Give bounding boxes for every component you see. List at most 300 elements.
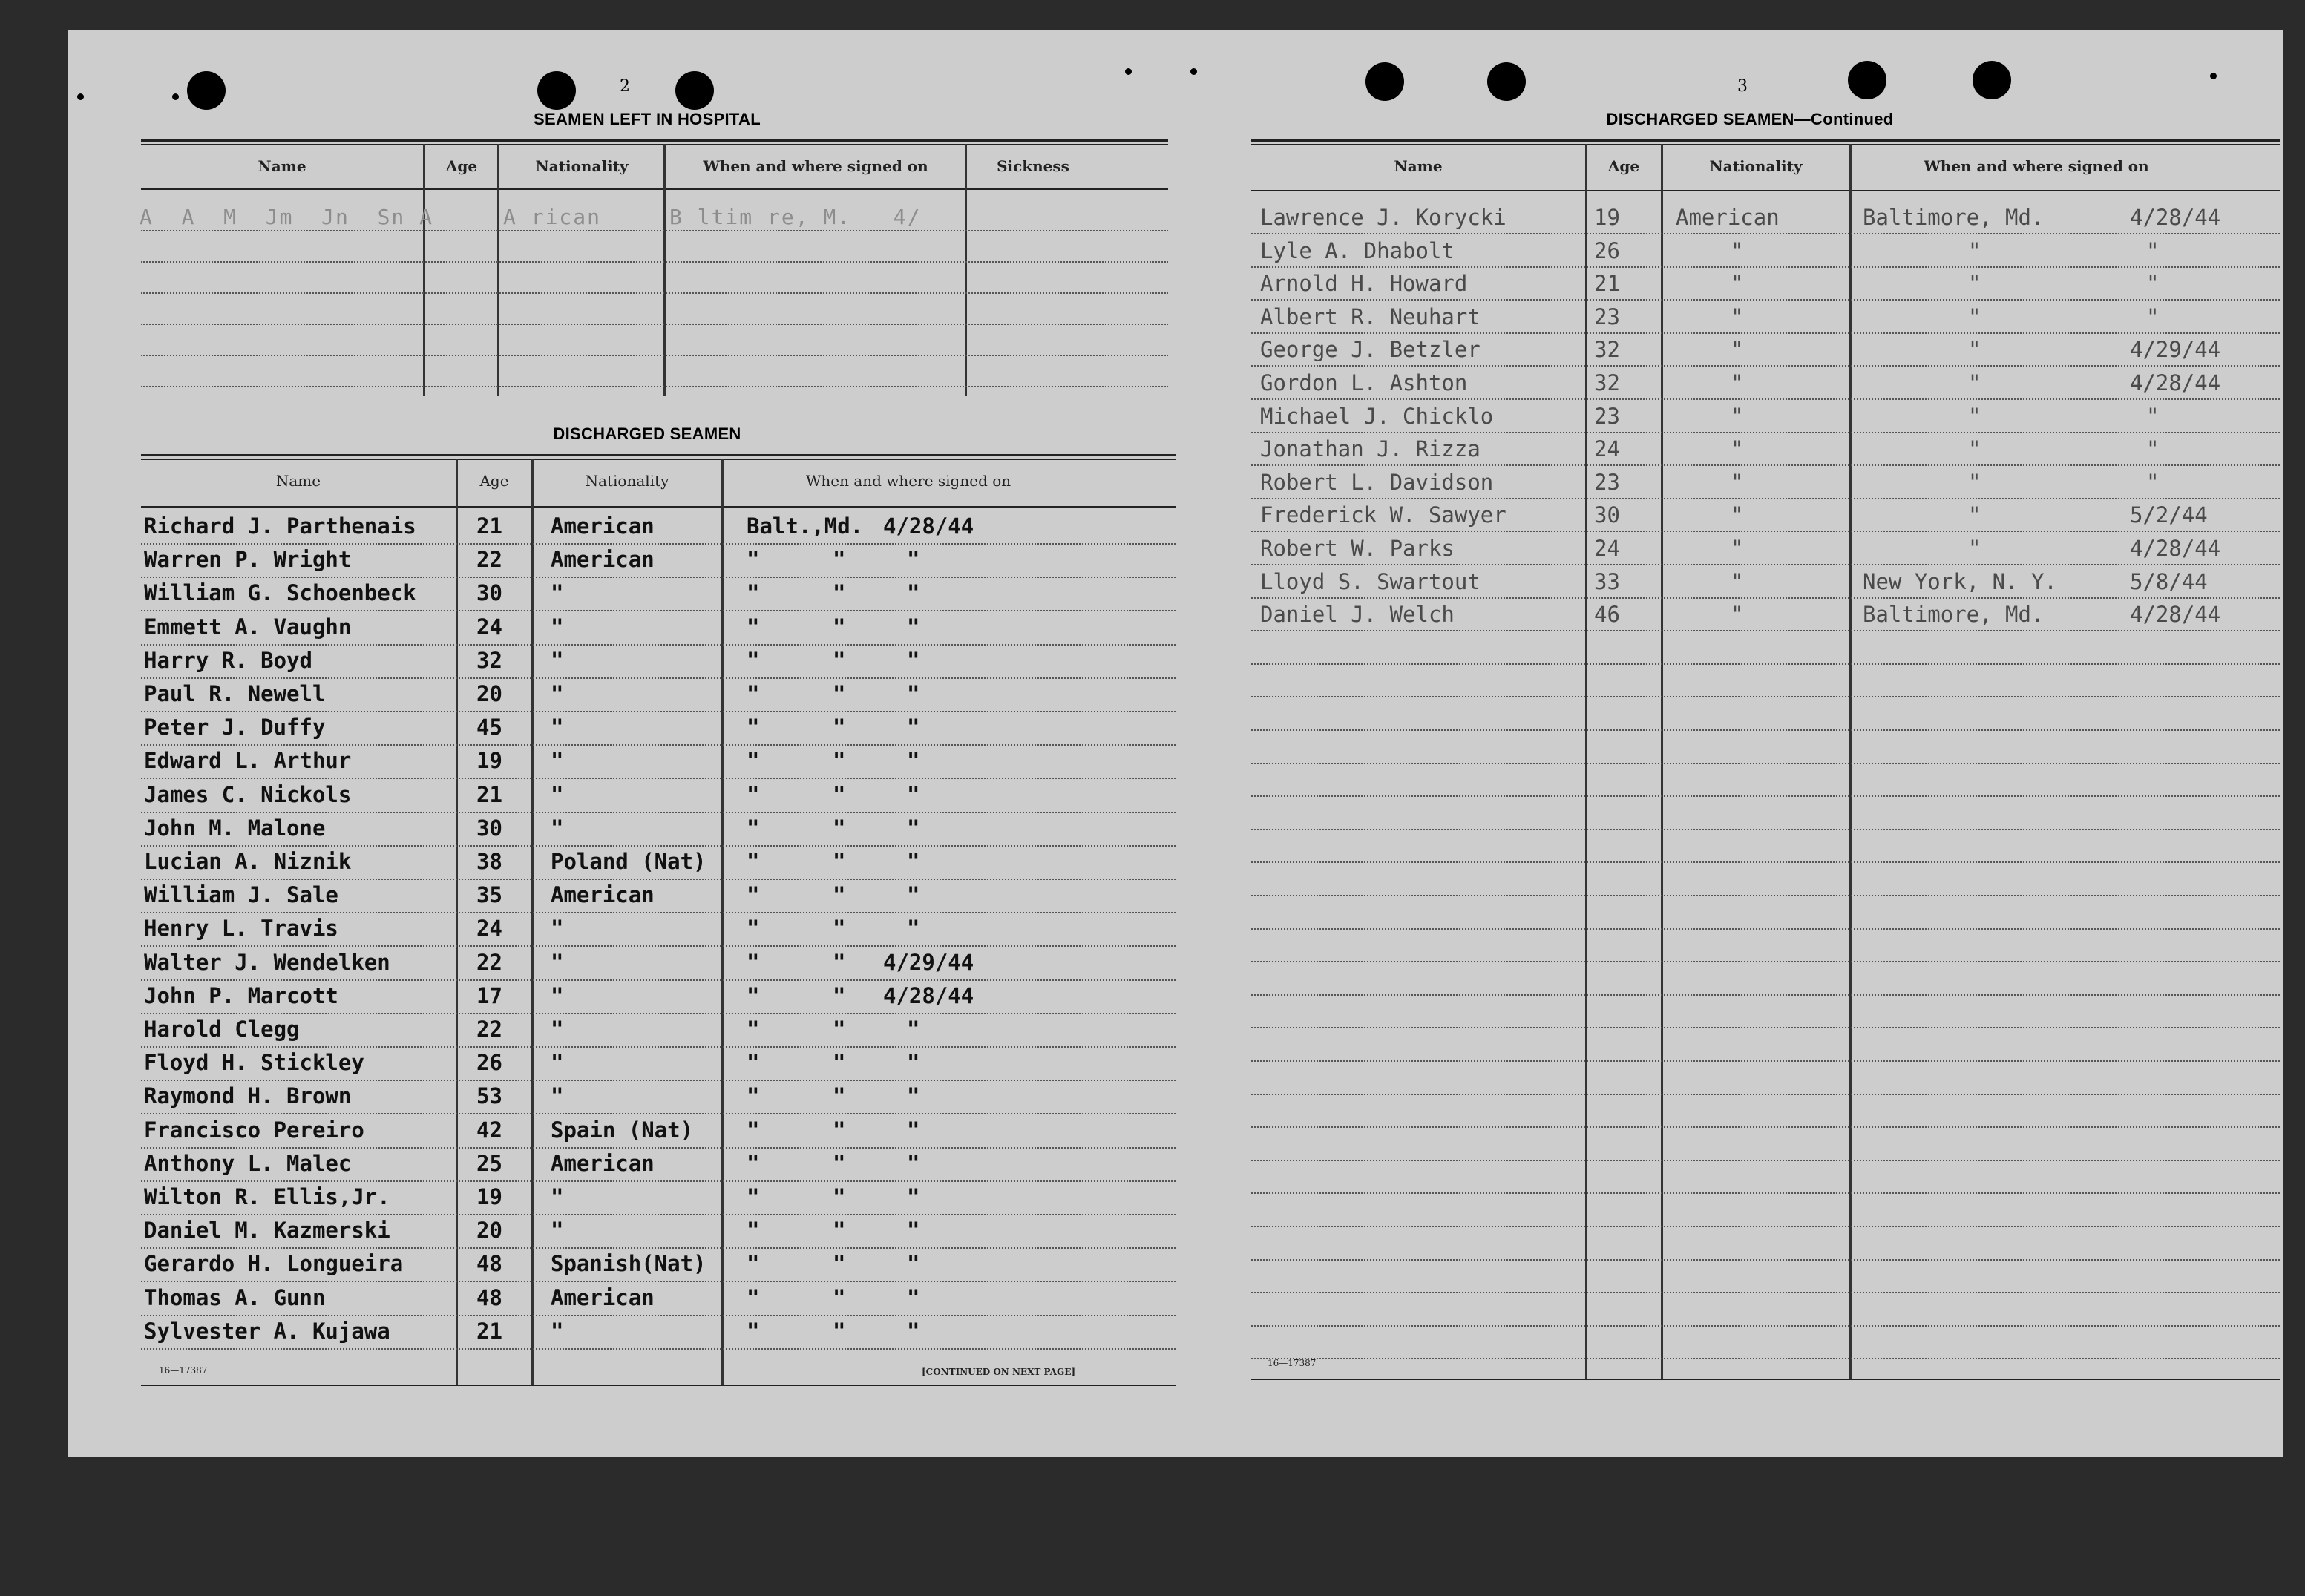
seaman-nationality: "	[551, 1083, 564, 1109]
signed-on-place: "	[747, 782, 760, 807]
seaman-name: Peter J. Duffy	[144, 715, 326, 740]
seaman-age: 21	[476, 1318, 502, 1344]
signed-on-date: "	[907, 1083, 920, 1109]
seaman-age: 45	[476, 715, 502, 740]
seaman-name: Gordon L. Ashton	[1260, 370, 1468, 395]
signed-on-date: 4/28/44	[2130, 602, 2221, 627]
signed-on-ditto: "	[833, 1117, 846, 1143]
punch-hole	[1848, 61, 1886, 99]
row-rule	[141, 1013, 1176, 1014]
signed-on-place: "	[747, 1318, 760, 1344]
signed-on-place: "	[747, 580, 760, 605]
signed-on-place: "	[747, 748, 760, 773]
row-rule	[141, 1247, 1176, 1249]
signed-on-date: 5/8/44	[2130, 569, 2208, 594]
row-rule	[1251, 233, 2280, 234]
seaman-name: Edward L. Arthur	[144, 748, 352, 773]
row-rule	[1251, 1325, 2280, 1327]
punch-hole	[187, 71, 226, 110]
col-header-nationality: Nationality	[535, 157, 629, 175]
seaman-nationality: "	[1731, 602, 1744, 627]
seaman-name: Daniel M. Kazmerski	[144, 1218, 390, 1243]
signed-on-place: "	[747, 1184, 760, 1209]
signed-on-date: "	[2146, 238, 2160, 263]
seaman-age: 21	[1594, 271, 1620, 296]
signed-on-ditto: "	[833, 983, 846, 1008]
row-rule	[1251, 398, 2280, 400]
signed-on-ditto: "	[833, 1218, 846, 1243]
row-rule	[141, 610, 1176, 611]
seaman-nationality: American	[551, 547, 655, 572]
punch-hole	[675, 71, 714, 110]
signed-on-date: "	[907, 1017, 920, 1042]
col-header-name: Name	[275, 472, 321, 490]
seaman-name: Anthony L. Malec	[144, 1151, 352, 1176]
row-rule	[141, 1180, 1176, 1182]
row-rule	[1251, 266, 2280, 268]
punch-hole	[1487, 62, 1526, 101]
row-rule	[1251, 1060, 2280, 1062]
row-rule	[141, 945, 1176, 947]
signed-on-ditto: "	[833, 950, 846, 975]
seaman-nationality: "	[551, 1318, 564, 1344]
row-rule	[141, 711, 1176, 712]
seaman-name: Lawrence J. Korycki	[1260, 205, 1506, 230]
seaman-age: 33	[1594, 569, 1620, 594]
row-rule	[1251, 861, 2280, 863]
seaman-age: 24	[1594, 436, 1620, 462]
seaman-age: 46	[1594, 602, 1620, 627]
row-rule	[141, 812, 1176, 813]
row-rule	[141, 1113, 1176, 1114]
signed-on-date: "	[907, 580, 920, 605]
row-rule	[1251, 1094, 2280, 1095]
signed-on-place: "	[747, 1083, 760, 1109]
signed-on-date: "	[907, 1050, 920, 1075]
seaman-age: 53	[476, 1083, 502, 1109]
seaman-nationality: "	[551, 715, 564, 740]
row-rule	[1251, 498, 2280, 499]
seaman-age: 30	[476, 815, 502, 841]
document-page	[68, 30, 2283, 1457]
seaman-nationality: "	[551, 648, 564, 673]
seaman-age: 24	[1594, 536, 1620, 561]
row-rule	[1251, 928, 2280, 930]
signed-on-place: "	[1968, 502, 1981, 528]
seaman-age: 26	[1594, 238, 1620, 263]
row-rule	[1251, 961, 2280, 962]
seaman-name: Robert L. Davidson	[1260, 470, 1494, 495]
seaman-age: 20	[476, 681, 502, 706]
col-header-nationality: Nationality	[1709, 157, 1803, 175]
col-header-age: Age	[445, 157, 478, 175]
signed-on-place: "	[1968, 304, 1981, 329]
col-header-nationality: Nationality	[585, 472, 669, 490]
row-rule	[1251, 1027, 2280, 1028]
row-rule	[141, 543, 1176, 545]
seaman-age: 21	[476, 513, 502, 539]
signed-on-place: "	[1968, 337, 1981, 362]
col-header-age: Age	[479, 472, 509, 490]
signed-on-place: "	[1968, 370, 1981, 395]
continued-note: [CONTINUED ON NEXT PAGE]	[922, 1367, 1076, 1377]
seaman-age: 48	[476, 1285, 502, 1310]
seaman-nationality: "	[551, 950, 564, 975]
signed-on-place: Baltimore, Md.	[1863, 602, 2045, 627]
seaman-name: Henry L. Travis	[144, 916, 338, 941]
row-rule	[141, 744, 1176, 746]
signed-on-date: 5/2/44	[2130, 502, 2208, 528]
signed-on-place: "	[747, 1251, 760, 1276]
signed-on-ditto: "	[833, 916, 846, 941]
row-rule	[1251, 763, 2280, 764]
seaman-age: 23	[1594, 470, 1620, 495]
seaman-age: 30	[476, 580, 502, 605]
signed-on-place: "	[747, 1218, 760, 1243]
row-rule	[1251, 531, 2280, 532]
seaman-age: 32	[1594, 337, 1620, 362]
row-rule	[141, 577, 1176, 578]
seaman-nationality: "	[1731, 404, 1744, 429]
erased-entry: A A M Jm Jn Sn A	[140, 205, 434, 229]
col-header-signed-on: When and where signed on	[1924, 157, 2149, 175]
seaman-age: 24	[476, 614, 502, 640]
seaman-age: 20	[476, 1218, 502, 1243]
seaman-nationality: "	[551, 916, 564, 941]
signed-on-place: "	[747, 715, 760, 740]
signed-on-place: "	[747, 1017, 760, 1042]
signed-on-date: "	[907, 1151, 920, 1176]
seaman-name: Walter J. Wendelken	[144, 950, 390, 975]
signed-on-date: "	[907, 1218, 920, 1243]
signed-on-ditto: "	[833, 849, 846, 874]
punch-hole	[537, 71, 576, 110]
page-number: 2	[620, 77, 630, 96]
row-rule	[1251, 1160, 2280, 1161]
col-header-sickness: Sickness	[997, 157, 1069, 175]
signed-on-place: "	[1968, 536, 1981, 561]
signed-on-ditto: "	[833, 547, 846, 572]
seaman-name: Lloyd S. Swartout	[1260, 569, 1481, 594]
signed-on-ditto: "	[833, 1050, 846, 1075]
seaman-age: 35	[476, 882, 502, 907]
row-rule	[141, 1315, 1176, 1316]
seaman-name: Daniel J. Welch	[1260, 602, 1455, 627]
signed-on-date: 4/28/44	[883, 983, 974, 1008]
signed-on-date: "	[907, 681, 920, 706]
seaman-age: 22	[476, 1017, 502, 1042]
punch-hole	[1973, 61, 2011, 99]
signed-on-place: "	[1968, 404, 1981, 429]
signed-on-place: "	[747, 815, 760, 841]
seaman-nationality: "	[1731, 337, 1744, 362]
signed-on-ditto: "	[833, 715, 846, 740]
signed-on-place: "	[747, 916, 760, 941]
row-rule	[141, 1348, 1176, 1350]
signed-on-date: "	[907, 1285, 920, 1310]
row-rule	[141, 1147, 1176, 1149]
signed-on-date: "	[907, 815, 920, 841]
seaman-nationality: American	[551, 1151, 655, 1176]
signed-on-date: "	[907, 882, 920, 907]
signed-on-date: "	[907, 547, 920, 572]
seaman-name: Frederick W. Sawyer	[1260, 502, 1506, 528]
seaman-name: William J. Sale	[144, 882, 338, 907]
seaman-name: Emmett A. Vaughn	[144, 614, 352, 640]
speck	[2210, 73, 2217, 79]
seaman-name: Gerardo H. Longueira	[144, 1251, 404, 1276]
signed-on-date: "	[907, 1184, 920, 1209]
seaman-name: Richard J. Parthenais	[144, 513, 416, 539]
seaman-nationality: "	[551, 580, 564, 605]
row-rule	[1251, 464, 2280, 466]
seaman-nationality: "	[1731, 502, 1744, 528]
seaman-nationality: "	[551, 815, 564, 841]
seaman-name: Sylvester A. Kujawa	[144, 1318, 390, 1344]
row-rule	[1251, 1226, 2280, 1227]
signed-on-date: "	[907, 1318, 920, 1344]
speck	[1125, 68, 1132, 75]
row-rule	[1251, 597, 2280, 599]
signed-on-date: "	[907, 614, 920, 640]
discharged-section-title: DISCHARGED SEAMEN	[553, 424, 741, 443]
speck	[1190, 68, 1197, 75]
seaman-nationality: "	[551, 1184, 564, 1209]
signed-on-date: "	[2146, 436, 2160, 462]
seaman-age: 22	[476, 547, 502, 572]
signed-on-place: "	[747, 1050, 760, 1075]
seaman-age: 19	[476, 1184, 502, 1209]
signed-on-date: "	[2146, 271, 2160, 296]
row-rule	[141, 879, 1176, 880]
seaman-nationality: "	[551, 1017, 564, 1042]
seaman-age: 25	[476, 1151, 502, 1176]
seaman-nationality: "	[1731, 304, 1744, 329]
signed-on-place: "	[747, 1285, 760, 1310]
signed-on-place: "	[747, 882, 760, 907]
seaman-name: Floyd H. Stickley	[144, 1050, 364, 1075]
seaman-name: George J. Betzler	[1260, 337, 1481, 362]
seaman-age: 23	[1594, 404, 1620, 429]
signed-on-ditto: "	[833, 580, 846, 605]
signed-on-ditto: "	[833, 681, 846, 706]
seaman-name: Paul R. Newell	[144, 681, 326, 706]
signed-on-place: "	[1968, 436, 1981, 462]
seaman-nationality: "	[1731, 569, 1744, 594]
seaman-age: 32	[1594, 370, 1620, 395]
erased-entry: B ltim re, M. 4/	[669, 205, 936, 229]
signed-on-date: 4/28/44	[2130, 536, 2221, 561]
speck	[77, 93, 84, 100]
col-header-age: Age	[1607, 157, 1640, 175]
seaman-nationality: Spain (Nat)	[551, 1117, 694, 1143]
seaman-name: James C. Nickols	[144, 782, 352, 807]
row-rule	[1251, 299, 2280, 301]
row-rule	[141, 778, 1176, 779]
signed-on-ditto: "	[833, 882, 846, 907]
col-header-signed-on: When and where signed on	[805, 472, 1011, 490]
signed-on-date: 4/28/44	[883, 513, 974, 539]
seaman-nationality: American	[551, 1285, 655, 1310]
row-rule	[1251, 696, 2280, 697]
row-rule	[1251, 1292, 2280, 1293]
seaman-name: Arnold H. Howard	[1260, 271, 1468, 296]
row-rule	[1251, 1192, 2280, 1194]
row-rule	[1251, 1358, 2280, 1359]
signed-on-ditto: "	[833, 1251, 846, 1276]
seaman-nationality: "	[1731, 238, 1744, 263]
signed-on-date: "	[907, 782, 920, 807]
seaman-nationality: American	[551, 513, 655, 539]
page-number: 3	[1737, 77, 1748, 96]
erased-entry: A rican	[503, 205, 602, 229]
signed-on-ditto: "	[833, 1285, 846, 1310]
signed-on-date: 4/28/44	[2130, 205, 2221, 230]
row-rule	[141, 1214, 1176, 1215]
seaman-name: Warren P. Wright	[144, 547, 352, 572]
col-header-name: Name	[258, 157, 306, 175]
seaman-age: 19	[1594, 205, 1620, 230]
signed-on-ditto: "	[833, 748, 846, 773]
seaman-nationality: "	[1731, 370, 1744, 395]
seaman-age: 38	[476, 849, 502, 874]
signed-on-place: "	[747, 648, 760, 673]
row-rule	[141, 1281, 1176, 1282]
signed-on-date: "	[907, 849, 920, 874]
signed-on-place: Baltimore, Md.	[1863, 205, 2045, 230]
signed-on-date: "	[907, 715, 920, 740]
signed-on-place: "	[747, 1151, 760, 1176]
signed-on-ditto: "	[833, 614, 846, 640]
seaman-nationality: "	[1731, 271, 1744, 296]
signed-on-place: "	[747, 1117, 760, 1143]
row-rule	[1251, 1259, 2280, 1261]
row-rule	[141, 677, 1176, 679]
form-number: 16—17387	[1268, 1358, 1317, 1368]
signed-on-date: 4/28/44	[2130, 370, 2221, 395]
seaman-nationality: "	[551, 1050, 564, 1075]
seaman-age: 23	[1594, 304, 1620, 329]
row-rule	[1251, 630, 2280, 631]
signed-on-ditto: "	[833, 648, 846, 673]
seaman-name: Michael J. Chicklo	[1260, 404, 1494, 429]
seaman-name: Francisco Pereiro	[144, 1117, 364, 1143]
row-rule	[141, 845, 1176, 847]
signed-on-place: "	[747, 983, 760, 1008]
punch-hole	[1365, 62, 1404, 101]
seaman-name: Raymond H. Brown	[144, 1083, 352, 1109]
seaman-nationality: "	[551, 782, 564, 807]
seaman-age: 19	[476, 748, 502, 773]
signed-on-date: "	[907, 916, 920, 941]
signed-on-date: 4/29/44	[2130, 337, 2221, 362]
row-rule	[141, 1080, 1176, 1081]
row-rule	[1251, 895, 2280, 896]
signed-on-place: "	[747, 849, 760, 874]
seaman-name: Harold Clegg	[144, 1017, 300, 1042]
seaman-nationality: Spanish(Nat)	[551, 1251, 706, 1276]
speck	[172, 93, 179, 100]
signed-on-date: "	[2146, 404, 2160, 429]
discharged-continued-title: DISCHARGED SEAMEN—Continued	[1606, 110, 1894, 128]
row-rule	[1251, 564, 2280, 565]
signed-on-place: New York, N. Y.	[1863, 569, 2057, 594]
row-rule	[1251, 332, 2280, 334]
seaman-age: 32	[476, 648, 502, 673]
row-rule	[1251, 994, 2280, 996]
seaman-nationality: "	[551, 614, 564, 640]
row-rule	[141, 644, 1176, 646]
signed-on-ditto: "	[833, 782, 846, 807]
seaman-nationality: "	[551, 748, 564, 773]
seaman-nationality: "	[551, 983, 564, 1008]
seaman-nationality: "	[1731, 536, 1744, 561]
signed-on-ditto: "	[833, 1318, 846, 1344]
row-rule	[141, 1046, 1176, 1048]
row-rule	[1251, 365, 2280, 367]
seaman-name: Albert R. Neuhart	[1260, 304, 1481, 329]
seaman-name: William G. Schoenbeck	[144, 580, 416, 605]
signed-on-place: "	[747, 614, 760, 640]
signed-on-date: "	[907, 748, 920, 773]
signed-on-date: 4/29/44	[883, 950, 974, 975]
seaman-nationality: Poland (Nat)	[551, 849, 706, 874]
seaman-name: Lucian A. Niznik	[144, 849, 352, 874]
row-rule	[1251, 795, 2280, 797]
seaman-name: Harry R. Boyd	[144, 648, 312, 673]
seaman-nationality: "	[1731, 436, 1744, 462]
seaman-name: Robert W. Parks	[1260, 536, 1455, 561]
seaman-nationality: American	[1676, 205, 1780, 230]
signed-on-ditto: "	[833, 1184, 846, 1209]
seaman-nationality: American	[551, 882, 655, 907]
seaman-age: 21	[476, 782, 502, 807]
hospital-section-title: SEAMEN LEFT IN HOSPITAL	[534, 110, 761, 128]
row-rule	[141, 979, 1176, 981]
seaman-age: 42	[476, 1117, 502, 1143]
signed-on-date: "	[907, 648, 920, 673]
signed-on-place: "	[1968, 470, 1981, 495]
row-rule	[1251, 729, 2280, 731]
signed-on-ditto: "	[833, 1017, 846, 1042]
seaman-nationality: "	[551, 681, 564, 706]
row-rule	[1251, 663, 2280, 665]
signed-on-ditto: "	[833, 1151, 846, 1176]
seaman-age: 26	[476, 1050, 502, 1075]
signed-on-place: "	[747, 547, 760, 572]
signed-on-place: "	[1968, 238, 1981, 263]
signed-on-date: "	[2146, 470, 2160, 495]
seaman-age: 22	[476, 950, 502, 975]
seaman-name: John P. Marcott	[144, 983, 338, 1008]
row-rule	[1251, 1126, 2280, 1128]
signed-on-ditto: "	[833, 815, 846, 841]
seaman-age: 30	[1594, 502, 1620, 528]
row-rule	[141, 912, 1176, 913]
seaman-name: Wilton R. Ellis,Jr.	[144, 1184, 390, 1209]
seaman-nationality: "	[551, 1218, 564, 1243]
signed-on-date: "	[2146, 304, 2160, 329]
signed-on-place: "	[747, 950, 760, 975]
col-header-signed-on: When and where signed on	[703, 157, 928, 175]
row-rule	[1251, 432, 2280, 433]
seaman-name: Thomas A. Gunn	[144, 1285, 326, 1310]
seaman-age: 48	[476, 1251, 502, 1276]
row-rule	[1251, 829, 2280, 830]
seaman-name: Lyle A. Dhabolt	[1260, 238, 1455, 263]
seaman-age: 17	[476, 983, 502, 1008]
seaman-age: 24	[476, 916, 502, 941]
